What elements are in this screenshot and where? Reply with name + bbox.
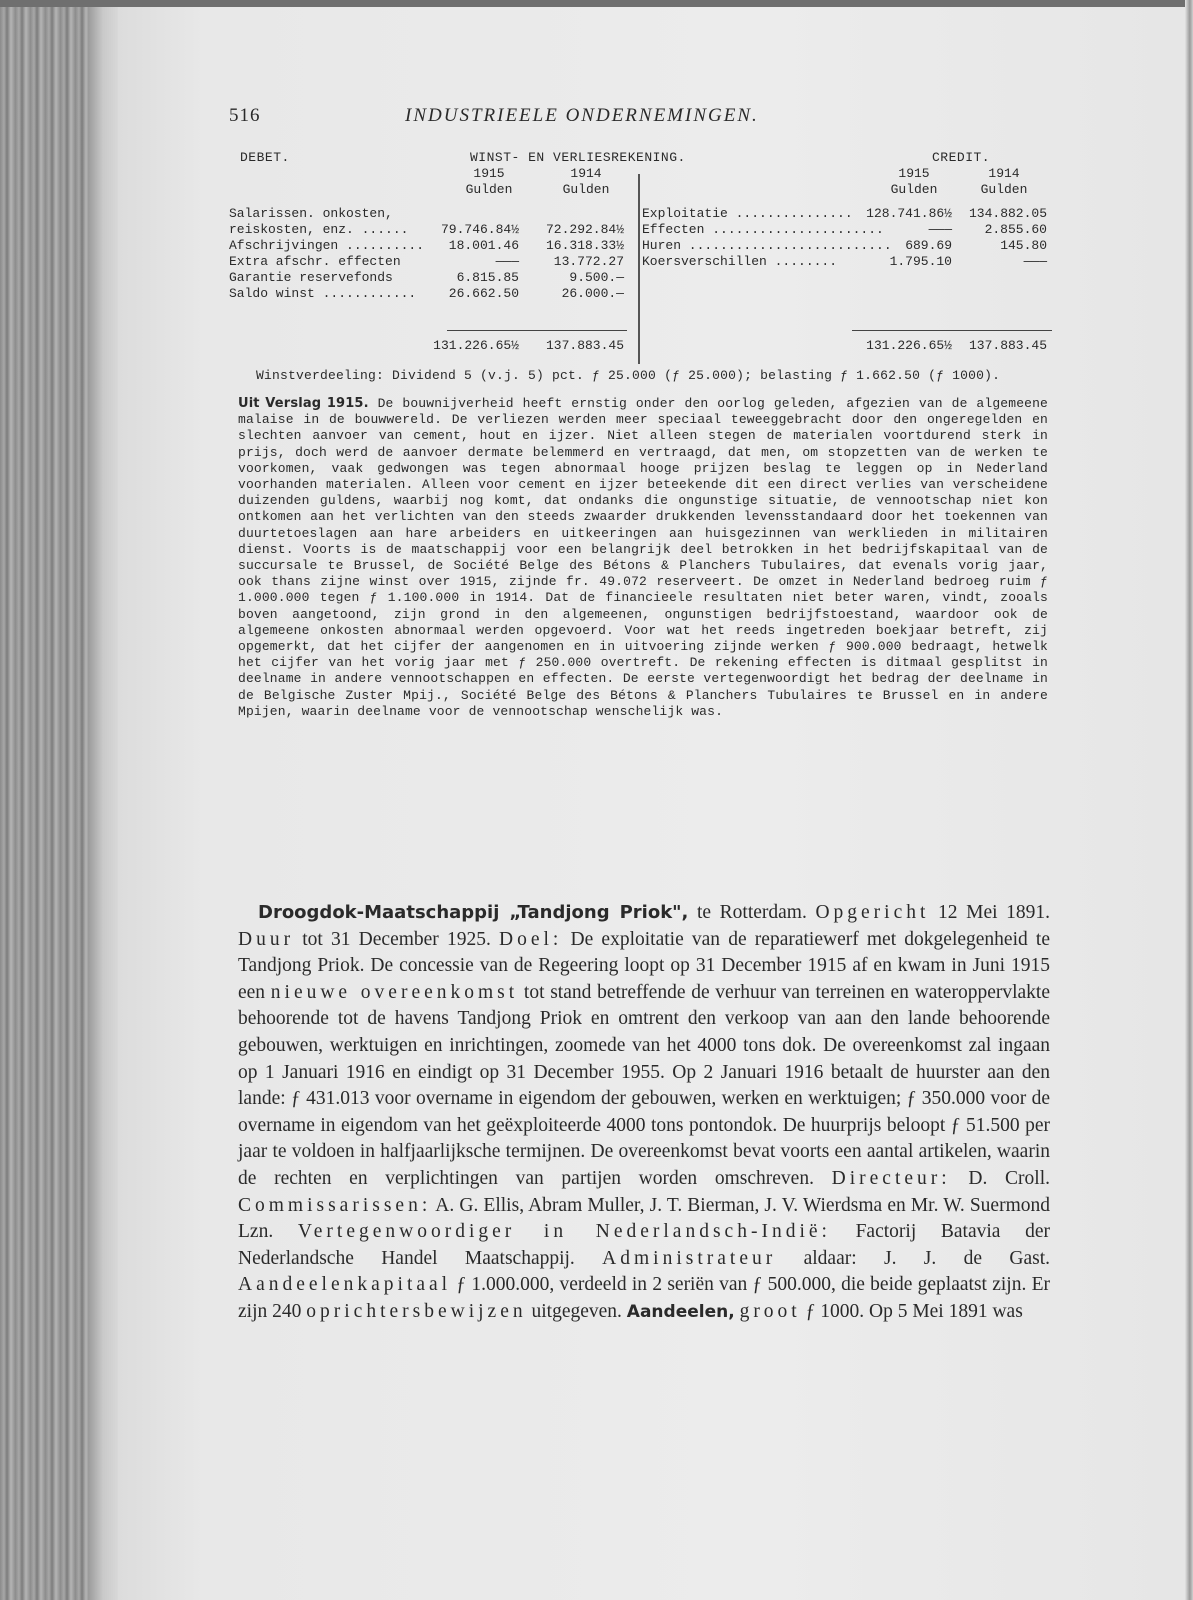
year: 1915 [898,166,930,181]
profit-loss-account [229,150,1059,353]
debit-row [229,206,639,222]
spaced-keyword: oprichtersbewijzen [306,1300,527,1322]
value-1914: 26.000.— [561,286,624,301]
row-label: Exploitatie ............... [642,206,853,221]
row-label: Garantie reservefonds [229,270,393,285]
company-seat: te Rotterdam. [688,902,807,923]
spaced-keyword: groot [739,1300,801,1322]
account-title: WINST- EN VERLIESREKENING. [470,150,686,165]
value-1914: 2.855.60 [984,222,1047,237]
year: 1915 [473,166,505,181]
value-1915: ——— [495,254,519,269]
report-lead: Uit Verslag 1915. [238,396,369,411]
company-entry [238,900,1050,1326]
value-1914: 145.80 [1000,238,1047,253]
credit-total-row [642,338,1062,354]
credit-year-1915 [874,166,954,198]
body-text: uitgegeven. [526,1300,627,1322]
profit-distribution: Winstverdeeling: Dividend 5 (v.j. 5) pct. ƒ 25.000 (ƒ 25.000); belasting ƒ 1.662.50 (ƒ 1000). [256,368,1001,383]
row-label: Afschrijvingen .......... [229,238,425,253]
unit: Gulden [562,182,610,197]
row-label: Effecten ...................... [642,222,884,237]
debit-row [229,270,639,286]
value-1915: 128.741.86½ [866,206,952,221]
spaced-keyword: Directeur: [831,1167,951,1189]
spaced-keyword: Aandeelenkapitaal [238,1274,452,1296]
value-1915: 79.746.84½ [440,222,519,237]
credit-total-rule [852,330,1052,331]
debit-row [229,254,639,270]
value-1915: 689.69 [905,238,952,253]
company-details [238,902,1050,1322]
company-paragraph [238,900,1050,1326]
debit-total-rule [447,330,627,331]
debit-total-row [229,338,639,354]
running-title: INDUSTRIEELE ONDERNEMINGEN. [405,105,759,126]
value-1915: 18.001.46 [448,238,519,253]
value-1915: 1.795.10 [889,254,952,269]
spaced-keyword: Opgericht [815,902,930,923]
body-text: A. G. Ellis, Abram Muller, J. T. Bierman, J. V. Wierdsma en Mr. W. Suermond Lzn. [238,1194,1050,1243]
company-name: Droogdok-Maatschappij „Tandjong Priok", [258,902,689,923]
debit-row [229,286,639,302]
credit-row [642,206,1062,222]
year: 1914 [988,166,1020,181]
spaced-keyword: Administrateur [602,1247,777,1269]
row-label: Salarissen. onkosten, [229,206,393,221]
credit-row [642,238,1062,254]
report-text: De bouwnijverheid heeft ernstig onder den oorlog geleden, afgezien van de algemeene malaise in de bouwwereld. De verliezen werden meer speciaal teweeggebracht door den ongeregelden en slechten aanvoer van cement, hout en ijzer. Niet alleen stegen de materialen voortdurend sterk in prijs, doch werd de aanvoer dermate belemmerd en vertraagd, dat men, om stopzetten van de werken te voorkomen, vaak gedwongen was tegen abnormaal hooge prijzen beslag te leggen op in Nederland voorhanden materialen. Alleen voor cement en ijzer beteekende dit een direct verlies van verscheidene duizenden guldens, waarbij nog komt, dat ondanks die ongunstige situatie, de vennootschap niet kon ontkomen aan het verlichten van den steeds zwaarder drukkenden levensstandaard door het toekennen van duurtetoeslagen aan hare arbeiders en uitkeeringen aan huisgezinnen van werklieden in militairen dienst. Voorts is de maatschappij voor een belangrijk deel betrokken in het bedrijfskapitaal van de succursale te Brussel, de Société Belge des Bétons & Planchers Tubulaires, dat evenals vorig jaar, ook thans zijne winst over 1915, zijnde fr. 49.072 reserveert. De omzet in Nederland bedroeg ruim ƒ 1.000.000 tegen ƒ 1.100.000 in 1914. Dat de financieele resultaten niet beter waren, vindt, zooals boven aangetoond, zijn grond in den algemeenen, ongunstigen bedrijfstoestand, waardoor ook de algemeene onkosten abnormaal werden opgevoerd. Voor wat het reeds ingetreden boekjaar betreft, zij opgemerkt, dat het cijfer der aangenomen en in uitvoering zijnde werken ƒ 900.000 bedraagt, hetwelk het cijfer van het vorig jaar met ƒ 250.000 overtreft. De rekening effecten is ditmaal gesplitst in deelname in andere vennootschappen en effecten. De eerste vertegenwoordigt het bedrag der deelname in de Belgische Zuster Mpij., Société Belge des Bétons & Planchers Tubulaires te Brussel en in andere Mpijen, waarin deelname voor de vennootschap wenschelijk was. [238,396,1048,719]
unit: Gulden [980,182,1028,197]
total-1915: 131.226.65½ [866,338,952,353]
row-label: Saldo winst ............ [229,286,417,301]
scan-right-edge [1185,0,1193,1600]
bold-keyword: Aandeelen, [626,1301,735,1322]
row-label: Koersverschillen ........ [642,254,838,269]
page-gutter-shadow [88,0,118,1600]
row-label: reiskosten, enz. ...... [229,222,409,237]
total-1914: 137.883.45 [545,338,624,353]
credit-year-1914 [964,166,1044,198]
body-text: De exploitatie van de reparatiewerf met dokgelegenheid te Tandjong Priok. De concessie van de Regeering loopt op 31 December 1915 af en kwam in Juni 1915 een [238,928,1050,1003]
total-1914: 137.883.45 [968,338,1047,353]
row-label: Huren .......................... [642,238,892,253]
body-text: Factorij Batavia der Nederlandsche Handel Maatschappij. [238,1221,1050,1269]
debet-label: DEBET. [240,150,290,165]
body-text: tot 31 December 1925. [294,928,500,950]
spaced-keyword: Vertegenwoordiger in Nederlandsch-Indië: [297,1221,831,1243]
row-label: Extra afschr. effecten [229,254,401,269]
credit-label: CREDIT. [932,150,991,165]
value-1914: 134.882.05 [968,206,1047,221]
year: 1914 [570,166,602,181]
body-text: tot stand betreffende de verhuur van terreinen en wateroppervlakte behoorende tot de havens Tandjong Priok en omtrent den verkoop van aan den lande behoorende gebouwen, werktuigen en inrichtingen, zoomede van het 4000 tons dok. De overeenkomst zal ingaan op 1 Januari 1916 en eindigt op 31 December 1955. Op 2 Januari 1916 betaalt de huurster aan den lande: ƒ 431.013 voor overname in eigendom der gebouwen, werken en werktuigen; ƒ 350.000 voor de overname in eigendom van het geëxploiteerde 4000 tons pontondok. De huurprijs beloopt ƒ 51.500 per jaar te voldoen in halfjaarlijksche termijnen. De overeenkomst bevat voorts een aantal artikelen, waarin de rechten en verplichtingen van partijen worden omschreven. [238,981,1050,1189]
spaced-keyword: Duur [238,928,295,950]
debit-row [229,222,639,238]
body-text: ƒ 1.000.000, verdeeld in 2 seriën van ƒ 500.000, die beide geplaatst zijn. Er zijn 240 [238,1274,1050,1322]
spaced-keyword: Commissarissen: [238,1194,432,1216]
scan-top-edge [0,0,1193,7]
value-1914: 72.292.84½ [545,222,624,237]
body-text: ƒ 1000. Op 5 Mei 1891 was [800,1300,1023,1322]
credit-row [642,254,1062,270]
unit: Gulden [465,182,513,197]
body-text: D. Croll. [950,1167,1050,1189]
debit-year-1914 [546,166,626,198]
debit-year-1915 [449,166,529,198]
value-1915: ——— [928,222,952,237]
value-1914: 13.772.27 [553,254,624,269]
annual-report-paragraph [238,396,1048,720]
debit-row [229,238,639,254]
body-text: 12 Mei 1891. [929,902,1050,923]
value-1914: 16.318.33½ [545,238,624,253]
value-1914: ——— [1023,254,1047,269]
value-1914: 9.500.— [569,270,624,285]
spaced-keyword: nieuwe overeenkomst [270,981,519,1003]
value-1915: 26.662.50 [448,286,519,301]
credit-side [642,206,1062,353]
credit-row [642,222,1062,238]
page-number: 516 [229,105,261,126]
account-header [229,150,1059,166]
body-text: aldaar: J. J. de Gast. [776,1247,1051,1269]
year-headers [229,166,1059,200]
debit-side [229,206,639,353]
value-1915: 6.815.85 [456,270,519,285]
total-1915: 131.226.65½ [433,338,519,353]
spaced-keyword: Doel: [499,928,563,950]
unit: Gulden [890,182,938,197]
